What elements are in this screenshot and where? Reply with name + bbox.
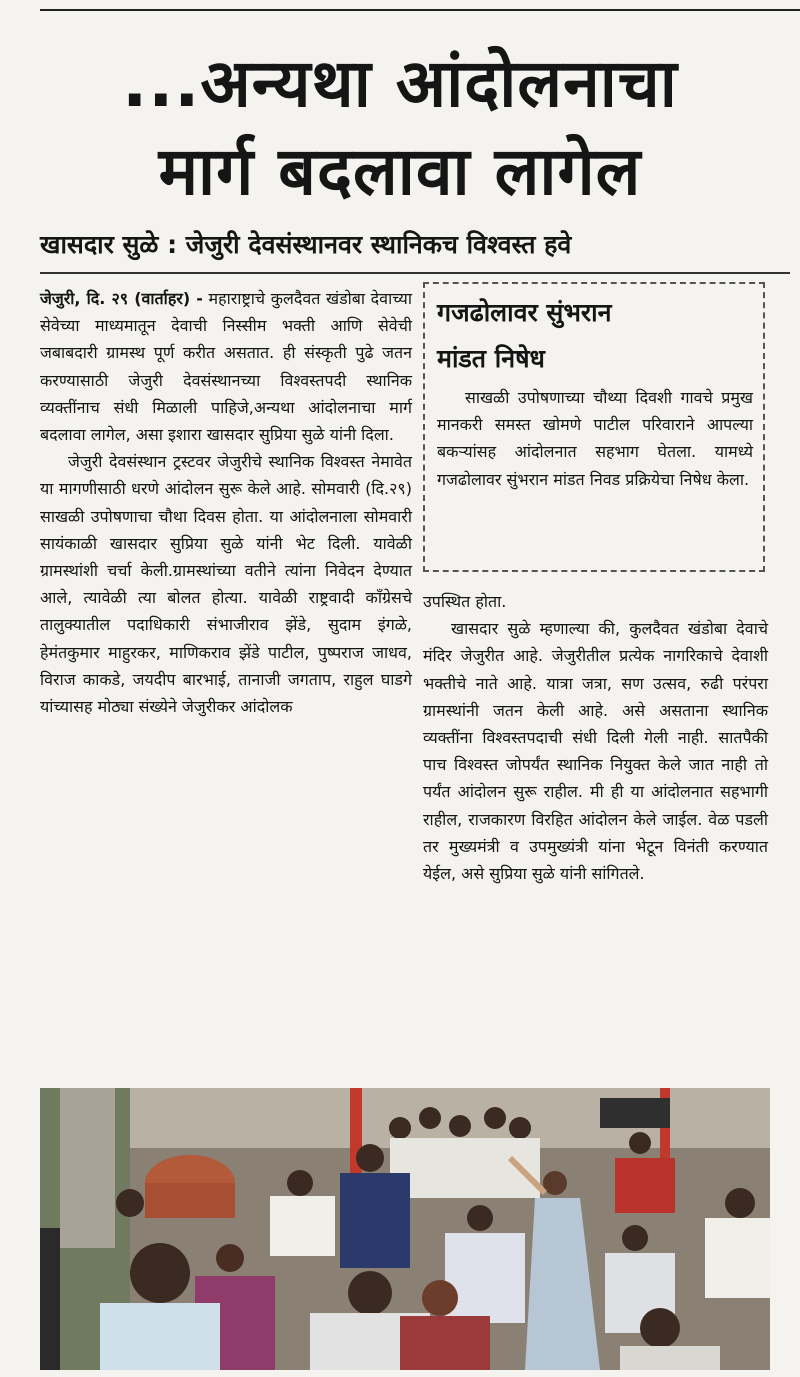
sidebar-box <box>423 282 765 572</box>
article-paragraph-2: जेजुरी देवसंस्थान ट्रस्टवर जेजुरीचे स्थानिक विश्वस्त नेमावेत या मागणीसाठी धरणे आंदोलन सुरू केले आहे. सोमवारी (दि.२९) साखळी उपोषणाचा चौथा दिवस होता. या आंदोलनाला सोमवारी सायंकाळी खासदार सुप्रिया सुळे यांनी भेट दिली. यावेळी ग्रामस्थांशी चर्चा केली.ग्रामस्थांच्या वतीने त्यांना निवेदन देण्यात आले, त्यावेळी त्या बोलत होत्या. यावेळी राष्ट्रवादी काँग्रेसचे तालुक्यातील पदाधिकारी संभाजीराव झेंडे, सुदाम इंगळे, हेमंतकुमार माहुरकर, माणिकराव झेंडे पाटील, पुष्पराज जाधव, विराज काकडे, जयदीप बारभाई, तानाजी जगताप, राहुल घाडगे यांच्यासह मोठ्या संख्येने जेजुरीकर आंदोलक <box>40 452 412 717</box>
article-paragraph-3: खासदार सुळे म्हणाल्या की, कुलदैवत खंडोबा देवाचे मंदिर जेजुरीत आहे. जेजुरीतील प्रत्येक नागरिकाचे देवाशी भक्तीचे नाते आहे. यात्रा जत्रा, सण उत्सव, रुढी परंपरा ग्रामस्थांनी जतन केली आहे. असे असताना स्थानिक व्यक्तींना विश्वस्तपदाची संधी दिली गेली नाही. सातपैकी पाच विश्वस्त जोपर्यंत स्थानिक नियुक्त केले जात नाही तो पर्यंत आंदोलन सुरू राहील. मी ही या आंदोलनात सहभागी राहील, राजकारण विरहित आंदोलन केले जाईल. वेळ पडली तर मुख्यमंत्री व उपमुख्यंत्री यांना भेटून विनंती करण्यात येईल, असे सुप्रिया सुळे यांनी सांगितले. <box>423 619 768 884</box>
dateline: जेजुरी, दि. २९ (वार्ताहर) - <box>40 289 203 308</box>
headline <box>0 40 800 216</box>
headline-line-1: ...अन्यथा आंदोलनाचा <box>122 45 678 122</box>
headline-line-2: मार्ग बदलावा लागेल <box>158 133 642 210</box>
top-rule <box>40 9 800 11</box>
article-paragraph-2-continued: उपस्थित होता. <box>423 592 507 611</box>
subheadline: खासदार सुळे : जेजुरी देवसंस्थानवर स्थानिकच विश्वस्त हवे <box>40 230 572 259</box>
subheadline-rule <box>40 272 790 274</box>
article-right-column <box>423 588 768 887</box>
sidebar-box-title <box>437 290 753 382</box>
article-paragraph-1 <box>40 285 412 448</box>
sidebar-box-title-line-1: गजढोलावर सुंभरान <box>437 298 612 327</box>
article-left-column <box>40 285 412 720</box>
news-photo <box>40 1088 770 1370</box>
sidebar-box-title-line-2: मांडत निषेध <box>437 344 545 373</box>
protest-crowd-photo <box>40 1088 770 1370</box>
sidebar-box-body: साखळी उपोषणाच्या चौथ्या दिवशी गावचे प्रमुख मानकरी समस्त खोमणे पाटील परिवाराने आपल्या बकऱ्यांसह आंदोलनात सहभाग घेतला. यामध्ये गजढोलावर सुंभरान मांडत निवड प्रक्रियेचा निषेध केला. <box>437 388 753 489</box>
article-paragraph-1-text: महाराष्ट्राचे कुलदैवत खंडोबा देवाच्या सेवेच्या माध्यमातून देवाची निस्सीम भक्ती आणि सेवेची जबाबदारी ग्रामस्थ पूर्ण करीत असतात. ही संस्कृती पुढे जतन करण्यासाठी जेजुरी देवसंस्थानच्या विश्वस्तपदी स्थानिक व्यक्तींनाच संधी मिळाली पाहिजे,अन्यथा आंदोलनाचा मार्ग बदलावा लागेल, असा इशारा खासदार सुप्रिया सुळे यांनी दिला. <box>40 289 412 445</box>
